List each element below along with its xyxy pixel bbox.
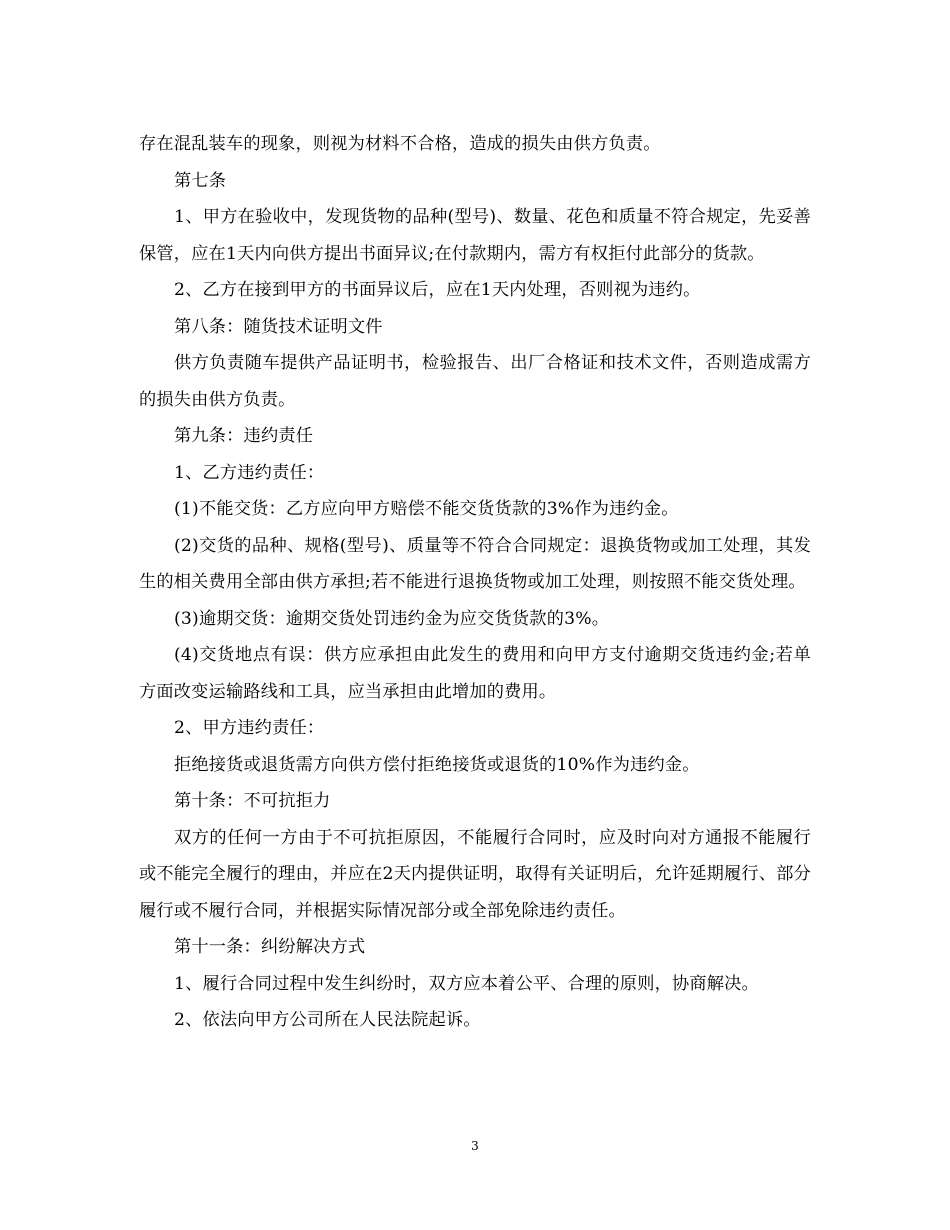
article-9-item-4: (4)交货地点有误：供方应承担由此发生的费用和向甲方支付逾期交货违约金;若单方面改变运输路线和工具，应当承担由此增加的费用。: [139, 645, 811, 702]
article-7-heading: 第七条: [174, 170, 227, 191]
article-7-clause-2: 2、乙方在接到甲方的书面异议后，应在1天内处理，否则视为违约。: [174, 280, 701, 300]
article-11-clause-1: 1、履行合同过程中发生纠纷时，双方应本着公平、合理的原则，协商解决。: [174, 973, 759, 994]
article-9-item-3: (3)逾期交货：逾期交货处罚违约金为应交货货款的3%。: [174, 608, 610, 629]
article-8-heading: 第八条：随货技术证明文件: [174, 316, 383, 337]
article-8-body: 供方负责随车提供产品证明书，检验报告、出厂合格证和技术文件，否则造成需方的损失由供方负责。: [139, 353, 811, 410]
article-11-clause-2: 2、依法向甲方公司所在人民法院起诉。: [174, 1010, 481, 1030]
document-body: [139, 126, 811, 1039]
article-9-item-2: (2)交货的品种、规格(型号)、质量等不符合合同规定：退换货物或加工处理，其发生的相关费用全部由供方承担;若不能进行退换货物或加工处理，则按照不能交货处理。: [139, 535, 811, 592]
article-10-body: 双方的任何一方由于不可抗拒原因，不能履行合同时，应及时向对方通报不能履行或不能完全履行的理由，并应在2天内提供证明，取得有关证明后，允许延期履行、部分履行或不履行合同，并根据实际情况部分或全部免除违约责任。: [139, 827, 811, 921]
article-9-item-1: (1)不能交货：乙方应向甲方赔偿不能交货货款的3%作为违约金。: [174, 499, 679, 519]
article-9-party-a-body: 拒绝接货或退货需方向供方偿付拒绝接货或退货的10%作为违约金。: [174, 754, 700, 775]
article-10-heading: 第十条：不可抗拒力: [174, 791, 331, 811]
paragraph-continuation: 存在混乱装车的现象，则视为材料不合格，造成的损失由供方负责。: [139, 134, 661, 154]
article-9-party-a-heading: 2、甲方违约责任：: [174, 718, 325, 738]
article-9-heading: 第九条：违约责任: [174, 426, 314, 446]
page-number: 3: [471, 1139, 479, 1153]
article-7-clause-1: 1、甲方在验收中，发现货物的品种(型号)、数量、花色和质量不符合规定，先妥善保管，应在1天内向供方提出书面异议;在付款期内，需方有权拒付此部分的货款。: [139, 207, 811, 264]
article-9-party-b-heading: 1、乙方违约责任：: [174, 462, 325, 483]
article-11-heading: 第十一条：纠纷解决方式: [174, 937, 366, 957]
